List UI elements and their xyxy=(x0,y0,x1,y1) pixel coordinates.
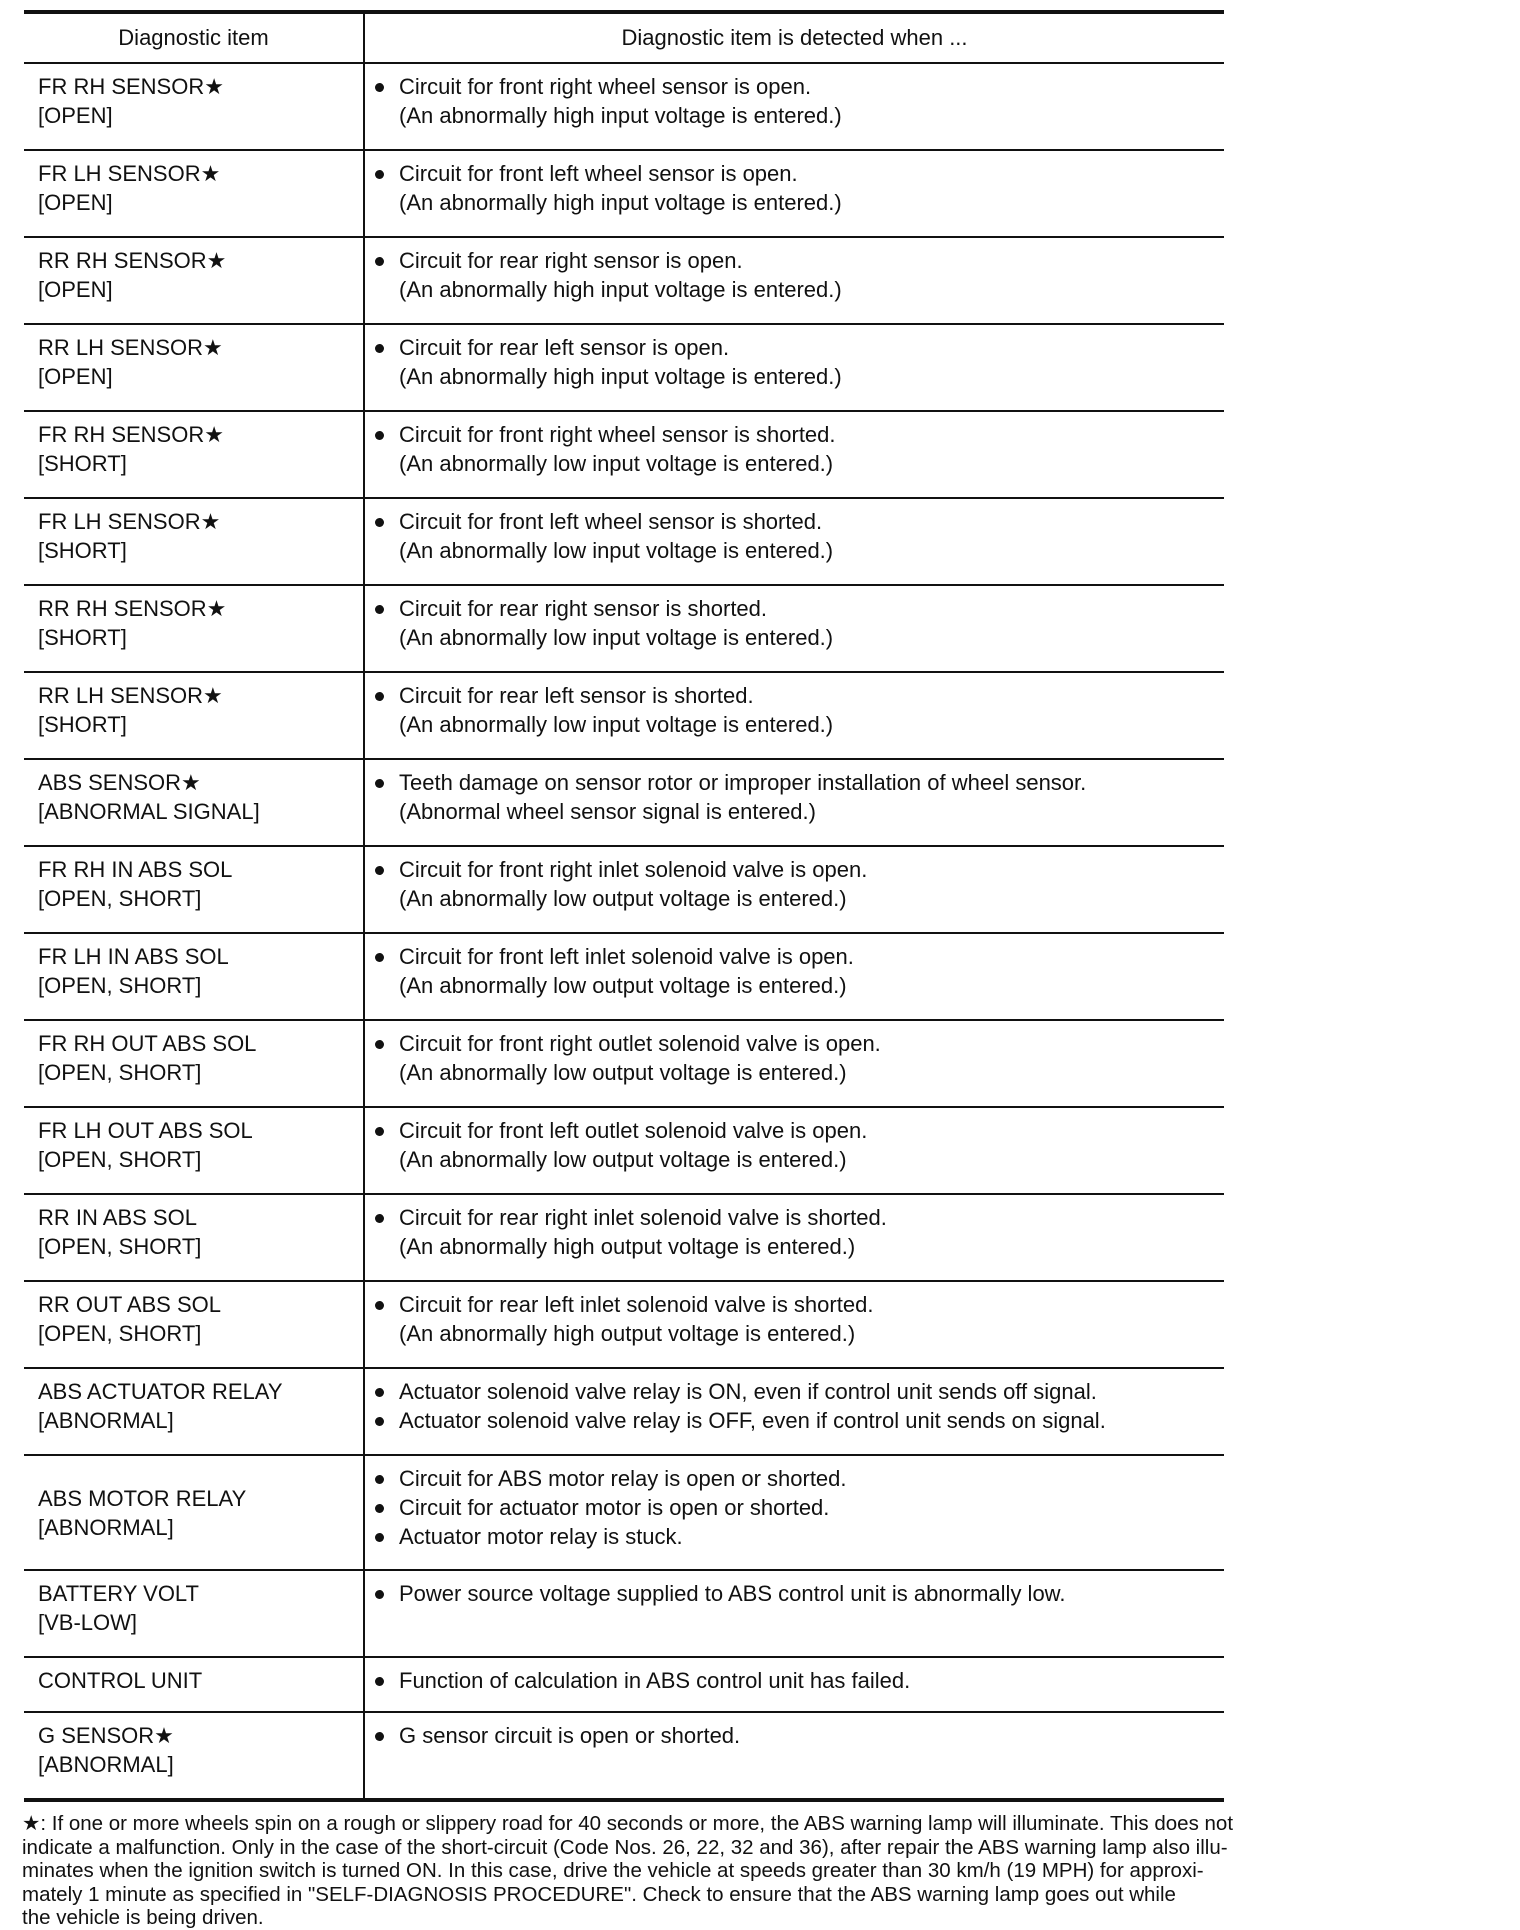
detection-cell xyxy=(364,1194,1224,1281)
diagnostic-item-cell xyxy=(24,498,364,585)
detection-cell xyxy=(364,498,1224,585)
diagnostic-item-condition: [SHORT] xyxy=(38,451,127,476)
detection-note: (An abnormally low input voltage is entered.) xyxy=(399,625,834,650)
detection-note: (An abnormally low output voltage is entered.) xyxy=(399,1147,847,1172)
detection-bullet: Circuit for rear right sensor is open. xyxy=(373,246,1224,275)
table-row xyxy=(24,1020,1224,1107)
detection-note: (Abnormal wheel sensor signal is entered.) xyxy=(399,799,816,824)
detection-cell xyxy=(364,1570,1224,1657)
detection-note: (An abnormally high input voltage is entered.) xyxy=(399,277,842,302)
detection-note: (An abnormally low output voltage is entered.) xyxy=(399,1060,847,1085)
diagnostic-item-name: RR IN ABS SOL xyxy=(38,1205,197,1230)
detection-bullet: Circuit for rear left sensor is shorted. xyxy=(373,681,1224,710)
diagnostic-item-cell xyxy=(24,1020,364,1107)
detection-note: (An abnormally low input voltage is entered.) xyxy=(399,538,834,563)
diagnostic-item-cell xyxy=(24,150,364,237)
detection-bullet: Actuator solenoid valve relay is OFF, even if control unit sends on signal. xyxy=(373,1406,1224,1435)
diagnostic-item-name: ABS MOTOR RELAY xyxy=(38,1485,247,1511)
detection-bullet: Circuit for front left inlet solenoid valve is open. xyxy=(373,942,1224,971)
table-row xyxy=(24,237,1224,324)
diagnostic-item-condition: [OPEN] xyxy=(38,190,113,215)
detection-cell xyxy=(364,63,1224,150)
detection-cell xyxy=(364,933,1224,1020)
detection-cell xyxy=(364,846,1224,933)
document-page xyxy=(22,10,1234,1930)
detection-cell xyxy=(364,237,1224,324)
diagnostic-item-condition: [OPEN] xyxy=(38,364,113,389)
diagnostic-item-name: RR OUT ABS SOL xyxy=(38,1292,221,1317)
diagnostic-item-condition: [OPEN, SHORT] xyxy=(38,1147,202,1172)
diagnostic-item-condition: [OPEN, SHORT] xyxy=(38,886,202,911)
detection-cell xyxy=(364,672,1224,759)
detection-note: (An abnormally high output voltage is entered.) xyxy=(399,1234,856,1259)
footnote-line: indicate a malfunction. Only in the case of the short-circuit (Code Nos. 26, 22, 32 and 36), after repair the ABS warning lamp also illu- xyxy=(22,1835,1228,1859)
diagnostic-item-cell xyxy=(24,1657,364,1712)
diagnostic-item-condition: [ABNORMAL SIGNAL] xyxy=(38,799,260,824)
diagnostic-item-condition: [ABNORMAL] xyxy=(38,1408,174,1433)
diagnostic-item-name: FR LH SENSOR★ xyxy=(38,161,221,186)
diagnostic-item-condition: [ABNORMAL] xyxy=(38,1752,174,1777)
footnote-line: minates when the ignition switch is turned ON. In this case, drive the vehicle at speeds greater than 30 km/h (19 MPH) for approxi- xyxy=(22,1859,1204,1882)
detection-cell xyxy=(364,1657,1224,1712)
detection-bullet: Circuit for front right wheel sensor is shorted. xyxy=(373,420,1224,449)
detection-bullet: Circuit for front right outlet solenoid valve is open. xyxy=(373,1029,1224,1058)
diagnostic-item-name: ABS ACTUATOR RELAY xyxy=(38,1379,283,1404)
detection-bullet: Circuit for ABS motor relay is open or shorted. xyxy=(373,1464,1224,1493)
table-row xyxy=(24,1194,1224,1281)
detection-note: (An abnormally high input voltage is entered.) xyxy=(399,103,842,128)
detection-bullet: Circuit for front right inlet solenoid valve is open. xyxy=(373,855,1224,884)
detection-note: (An abnormally low output voltage is entered.) xyxy=(399,886,847,911)
diagnostic-item-name: FR LH IN ABS SOL xyxy=(38,944,229,969)
diagnostic-item-name: FR LH OUT ABS SOL xyxy=(38,1118,253,1143)
diagnostic-item-cell xyxy=(24,1194,364,1281)
table-header-row xyxy=(24,12,1224,63)
table-row xyxy=(24,1712,1224,1800)
table-row xyxy=(24,1281,1224,1368)
diagnostic-item-cell xyxy=(24,411,364,498)
table-row xyxy=(24,1107,1224,1194)
table-row xyxy=(24,1570,1224,1657)
diagnostic-item-name: RR RH SENSOR★ xyxy=(38,248,227,273)
detection-bullet: Power source voltage supplied to ABS control unit is abnormally low. xyxy=(373,1579,1224,1608)
detection-cell xyxy=(364,759,1224,846)
diagnostic-item-cell xyxy=(24,933,364,1020)
diagnostic-item-condition: [SHORT] xyxy=(38,625,127,650)
diagnostic-item-name: FR RH SENSOR★ xyxy=(38,74,224,99)
diagnostic-item-condition: [OPEN, SHORT] xyxy=(38,1234,202,1259)
footnote-line: mately 1 minute as specified in "SELF-DIAGNOSIS PROCEDURE". Check to ensure that the ABS warning lamp goes out while xyxy=(22,1882,1176,1906)
diagnostic-item-name: ABS SENSOR★ xyxy=(38,770,201,795)
detection-cell xyxy=(364,1107,1224,1194)
detection-bullet: G sensor circuit is open or shorted. xyxy=(373,1721,1224,1750)
table-body xyxy=(24,63,1224,1800)
table-row xyxy=(24,846,1224,933)
header-diagnostic-item: Diagnostic item xyxy=(24,12,364,63)
detection-note: (An abnormally low input voltage is entered.) xyxy=(399,451,834,476)
table-row xyxy=(24,63,1224,150)
detection-bullet: Circuit for actuator motor is open or shorted. xyxy=(373,1493,1224,1522)
detection-bullet: Function of calculation in ABS control unit has failed. xyxy=(373,1666,1224,1695)
detection-cell xyxy=(364,411,1224,498)
diagnostic-item-name: RR LH SENSOR★ xyxy=(38,683,223,708)
detection-bullet: Circuit for front right wheel sensor is open. xyxy=(373,72,1224,101)
footnote xyxy=(22,1812,1442,1930)
detection-note: (An abnormally high input voltage is entered.) xyxy=(399,190,842,215)
detection-bullet: Circuit for rear left sensor is open. xyxy=(373,333,1224,362)
header-detected-when: Diagnostic item is detected when ... xyxy=(364,12,1224,63)
detection-bullet: Actuator solenoid valve relay is ON, even if control unit sends off signal. xyxy=(373,1377,1224,1406)
diagnostic-item-name: FR RH IN ABS SOL xyxy=(38,857,233,882)
detection-cell xyxy=(364,150,1224,237)
detection-bullet: Circuit for rear left inlet solenoid valve is shorted. xyxy=(373,1290,1224,1319)
diagnostic-item-name: CONTROL UNIT xyxy=(38,1668,203,1693)
diagnostic-item-cell xyxy=(24,1570,364,1657)
table-row xyxy=(24,759,1224,846)
table-row xyxy=(24,150,1224,237)
detection-cell xyxy=(364,1281,1224,1368)
detection-bullet: Actuator motor relay is stuck. xyxy=(373,1522,1224,1551)
detection-cell xyxy=(364,1368,1224,1455)
diagnostic-item-name: FR RH OUT ABS SOL xyxy=(38,1031,257,1056)
diagnostic-item-condition: [OPEN, SHORT] xyxy=(38,973,202,998)
detection-cell xyxy=(364,1455,1224,1570)
table-row xyxy=(24,498,1224,585)
detection-bullet: Circuit for front left wheel sensor is open. xyxy=(373,159,1224,188)
table-row xyxy=(24,585,1224,672)
diagnostic-item-cell xyxy=(24,63,364,150)
detection-note: (An abnormally low output voltage is entered.) xyxy=(399,973,847,998)
diagnostic-item-cell xyxy=(24,759,364,846)
diagnostic-item-condition: [OPEN, SHORT] xyxy=(38,1060,202,1085)
detection-cell xyxy=(364,1712,1224,1800)
diagnostic-item-name: BATTERY VOLT xyxy=(38,1581,199,1606)
diagnostic-table xyxy=(24,10,1224,1802)
diagnostic-item-cell xyxy=(24,1368,364,1455)
table-row xyxy=(24,1455,1224,1570)
diagnostic-item-condition: [VB-LOW] xyxy=(38,1610,138,1635)
detection-note: (An abnormally high output voltage is entered.) xyxy=(399,1321,856,1346)
diagnostic-item-condition: [OPEN] xyxy=(38,277,113,302)
diagnostic-item-cell xyxy=(24,585,364,672)
diagnostic-item-cell xyxy=(24,672,364,759)
detection-bullet: Teeth damage on sensor rotor or improper installation of wheel sensor. xyxy=(373,768,1224,797)
footnote-line: ★: If one or more wheels spin on a rough or slippery road for 40 seconds or more, the ABS warning lamp will illuminate. This does not xyxy=(22,1812,1234,1835)
diagnostic-item-name: RR LH SENSOR★ xyxy=(38,335,223,360)
detection-note: (An abnormally high input voltage is entered.) xyxy=(399,364,842,389)
detection-bullet: Circuit for rear right sensor is shorted. xyxy=(373,594,1224,623)
diagnostic-item-condition: [OPEN, SHORT] xyxy=(38,1321,202,1346)
table-row xyxy=(24,1368,1224,1455)
detection-bullet: Circuit for rear right inlet solenoid valve is shorted. xyxy=(373,1203,1224,1232)
diagnostic-item-condition: [ABNORMAL] xyxy=(38,1514,174,1540)
detection-cell xyxy=(364,324,1224,411)
diagnostic-item-cell xyxy=(24,324,364,411)
diagnostic-item-name: G SENSOR★ xyxy=(38,1723,174,1748)
detection-note: (An abnormally low input voltage is entered.) xyxy=(399,712,834,737)
detection-cell xyxy=(364,1020,1224,1107)
diagnostic-item-cell xyxy=(24,1107,364,1194)
diagnostic-item-name: FR RH SENSOR★ xyxy=(38,422,224,447)
detection-cell xyxy=(364,585,1224,672)
detection-bullet: Circuit for front left wheel sensor is shorted. xyxy=(373,507,1224,536)
table-row xyxy=(24,933,1224,1020)
table-row xyxy=(24,324,1224,411)
diagnostic-item-condition: [SHORT] xyxy=(38,538,127,563)
diagnostic-item-cell xyxy=(24,846,364,933)
diagnostic-item-cell xyxy=(24,1455,364,1570)
diagnostic-item-cell xyxy=(24,237,364,324)
detection-bullet: Circuit for front left outlet solenoid valve is open. xyxy=(373,1116,1224,1145)
diagnostic-item-cell xyxy=(24,1281,364,1368)
diagnostic-item-name: FR LH SENSOR★ xyxy=(38,509,221,534)
footnote-line: the vehicle is being driven. xyxy=(22,1906,264,1929)
diagnostic-item-condition: [OPEN] xyxy=(38,103,113,128)
diagnostic-item-name: RR RH SENSOR★ xyxy=(38,596,227,621)
table-row xyxy=(24,672,1224,759)
table-row xyxy=(24,1657,1224,1712)
table-row xyxy=(24,411,1224,498)
diagnostic-item-cell xyxy=(24,1712,364,1800)
diagnostic-item-condition: [SHORT] xyxy=(38,712,127,737)
